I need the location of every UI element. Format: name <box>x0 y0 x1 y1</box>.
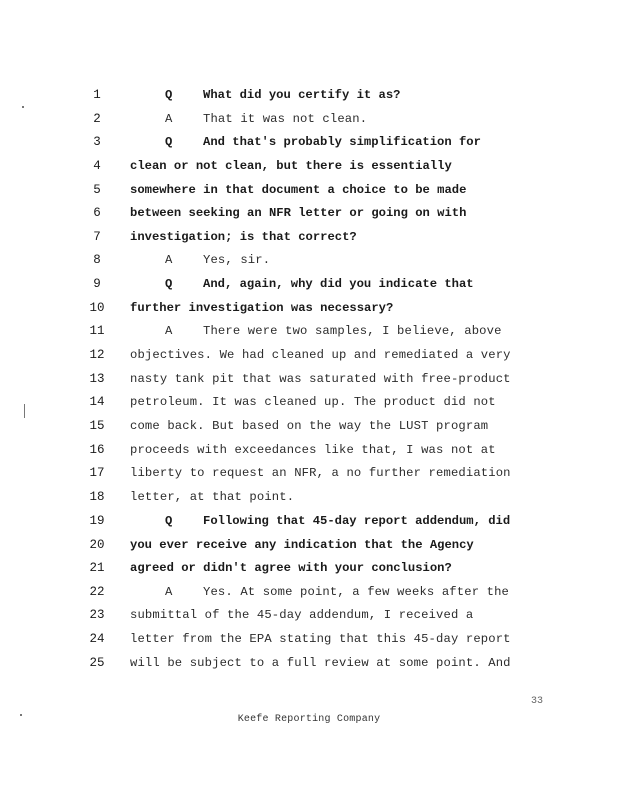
transcript-line <box>0 534 618 556</box>
line-number: 25 <box>89 656 105 670</box>
transcript-line <box>0 439 618 461</box>
line-text: liberty to request an NFR, a no further remediation <box>130 466 511 480</box>
speaker-label: A <box>165 324 173 338</box>
line-number: 3 <box>93 135 101 149</box>
line-text: And, again, why did you indicate that <box>203 277 474 291</box>
transcript-line <box>0 297 618 319</box>
line-text: investigation; is that correct? <box>130 230 357 244</box>
line-number: 11 <box>89 324 105 338</box>
line-text: nasty tank pit that was saturated with free-product <box>130 372 511 386</box>
line-number: 18 <box>89 490 105 504</box>
speaker-label: A <box>165 253 173 267</box>
line-text: you ever receive any indication that the Agency <box>130 538 474 552</box>
line-number: 17 <box>89 466 105 480</box>
transcript-line <box>0 131 618 153</box>
line-number: 10 <box>89 301 105 315</box>
transcript-line <box>0 510 618 532</box>
speaker-label: A <box>165 112 173 126</box>
line-number: 14 <box>89 395 105 409</box>
line-text: Yes. At some point, a few weeks after the <box>203 585 510 599</box>
transcript-line <box>0 652 618 674</box>
line-text: Yes, sir. <box>203 253 271 267</box>
line-text: come back. But based on the way the LUST program <box>130 419 489 433</box>
speaker-label: Q <box>165 514 173 528</box>
reporter-footer: Keefe Reporting Company <box>237 714 381 725</box>
transcript-line <box>0 415 618 437</box>
line-number: 12 <box>89 348 105 362</box>
transcript-line <box>0 391 618 413</box>
transcript-line <box>0 628 618 650</box>
line-text: somewhere in that document a choice to be made <box>130 183 467 197</box>
transcript-line <box>0 179 618 201</box>
line-number: 15 <box>89 419 105 433</box>
transcript-line <box>0 320 618 342</box>
line-number: 6 <box>93 206 101 220</box>
line-text: will be subject to a full review at some point. And <box>130 656 511 670</box>
transcript-line <box>0 462 618 484</box>
line-text: And that's probably simplification for <box>203 135 481 149</box>
line-number: 4 <box>93 159 101 173</box>
line-text: letter, at that point. <box>130 490 295 504</box>
transcript-line <box>0 249 618 271</box>
line-text: What did you certify it as? <box>203 88 401 102</box>
transcript-line <box>0 226 618 248</box>
transcript-line <box>0 155 618 177</box>
line-number: 19 <box>89 514 105 528</box>
line-number: 20 <box>89 538 105 552</box>
transcript-line <box>0 273 618 295</box>
line-text: submittal of the 45-day addendum, I received a <box>130 608 474 622</box>
line-number: 21 <box>89 561 105 575</box>
transcript-line <box>0 344 618 366</box>
transcript-line <box>0 108 618 130</box>
transcript-line <box>0 368 618 390</box>
page-number: 33 <box>531 696 544 707</box>
line-text: agreed or didn't agree with your conclusion? <box>130 561 452 575</box>
transcript-line <box>0 202 618 224</box>
line-text: There were two samples, I believe, above <box>203 324 502 338</box>
line-text: petroleum. It was cleaned up. The product did not <box>130 395 496 409</box>
line-number: 22 <box>89 585 105 599</box>
line-text: further investigation was necessary? <box>130 301 394 315</box>
line-text: That it was not clean. <box>203 112 368 126</box>
line-number: 7 <box>93 230 101 244</box>
line-text: between seeking an NFR letter or going on with <box>130 206 467 220</box>
speaker-label: A <box>165 585 173 599</box>
transcript-line <box>0 581 618 603</box>
speaker-label: Q <box>165 88 173 102</box>
transcript-line <box>0 486 618 508</box>
line-number: 5 <box>93 183 101 197</box>
transcript-line <box>0 557 618 579</box>
line-text: clean or not clean, but there is essentially <box>130 159 452 173</box>
line-text: letter from the EPA stating that this 45-day report <box>130 632 511 646</box>
line-number: 23 <box>89 608 105 622</box>
transcript-line <box>0 84 618 106</box>
line-number: 1 <box>93 88 101 102</box>
transcript-line <box>0 604 618 626</box>
speaker-label: Q <box>165 135 173 149</box>
speaker-label: Q <box>165 277 173 291</box>
line-number: 8 <box>93 253 101 267</box>
line-text: Following that 45-day report addendum, did <box>203 514 511 528</box>
line-number: 24 <box>89 632 105 646</box>
line-number: 13 <box>89 372 105 386</box>
line-number: 2 <box>93 112 101 126</box>
line-number: 9 <box>93 277 101 291</box>
line-number: 16 <box>89 443 105 457</box>
line-text: objectives. We had cleaned up and remediated a very <box>130 348 511 362</box>
line-text: proceeds with exceedances like that, I was not at <box>130 443 496 457</box>
